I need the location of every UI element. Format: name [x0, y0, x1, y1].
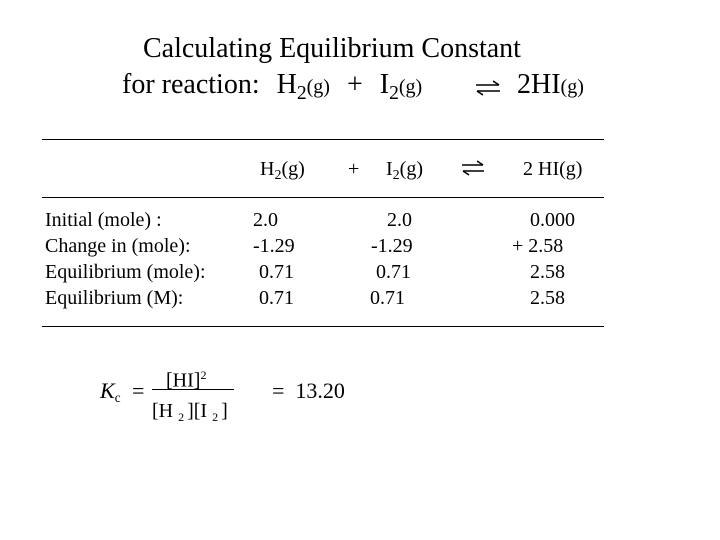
- header-i2-state: (g): [399, 158, 423, 180]
- cell-initial-i2: 2.0: [387, 209, 412, 231]
- kc-subscript: c: [114, 389, 121, 405]
- kc-denominator: [152, 398, 228, 424]
- header-i-subscript: 2: [392, 168, 400, 184]
- kc-symbol: [100, 378, 121, 404]
- kc-fraction-bar: [152, 389, 234, 390]
- cell-change-h2: -1.29: [253, 235, 295, 257]
- row-label-change: Change in (mole):: [45, 235, 191, 257]
- title-hi-symbol: 2HI: [517, 69, 561, 100]
- header-h2-state: (g): [281, 158, 305, 180]
- title-reactant-h2: [276, 69, 330, 104]
- cell-initial-h2: 2.0: [253, 209, 278, 231]
- header-h-symbol: H: [260, 158, 275, 180]
- title-h-subscript: 2: [296, 82, 307, 104]
- cell-eq-molar-h2: 0.71: [259, 287, 294, 309]
- header-plus: +: [348, 158, 360, 180]
- header-equilibrium-arrow-icon: [460, 160, 486, 176]
- table-header-rule: [42, 197, 604, 198]
- title-h-symbol: H: [276, 69, 297, 100]
- equilibrium-arrow-icon: [474, 80, 502, 96]
- row-label-equilibrium-mole: Equilibrium (mole):: [45, 261, 206, 283]
- title-i2-state: (g): [398, 76, 423, 98]
- title-prefix: for reaction:: [122, 69, 260, 100]
- header-h-subscript: 2: [274, 168, 282, 184]
- title-i-subscript: 2: [389, 82, 399, 104]
- kc-k: K: [100, 378, 115, 403]
- title-plus: +: [346, 69, 363, 100]
- table-top-rule: [42, 139, 604, 140]
- title-hi-state: (g): [560, 76, 584, 98]
- kc-den-mid: ][I: [187, 400, 208, 422]
- page-title-line-1: Calculating Equilibrium Constant: [143, 33, 521, 64]
- cell-initial-hi: 0.000: [530, 209, 575, 231]
- kc-result: = 13.20: [272, 378, 345, 403]
- kc-den-close: ]: [221, 400, 228, 422]
- kc-den-sub1: 2: [178, 409, 185, 424]
- row-label-initial: Initial (mole) :: [45, 209, 162, 231]
- header-i2: [386, 156, 423, 182]
- header-i-symbol: I: [386, 158, 393, 180]
- header-h2: [260, 156, 305, 182]
- page-title-line-2: [122, 68, 422, 104]
- kc-equals: =: [132, 378, 145, 403]
- cell-eq-molar-i2: 0.71: [370, 287, 405, 309]
- title-i-symbol: I: [379, 69, 390, 100]
- row-label-equilibrium-molar: Equilibrium (M):: [45, 287, 184, 309]
- table-bottom-rule: [42, 326, 604, 327]
- kc-den-open: [H: [152, 400, 174, 422]
- cell-change-hi: + 2.58: [512, 235, 564, 257]
- kc-den-sub2: 2: [212, 409, 219, 424]
- header-hi: 2 HI(g): [523, 158, 583, 180]
- title-reactant-i2: [379, 69, 423, 104]
- kc-numerator-text: [HI]: [166, 369, 201, 392]
- cell-eq-mole-hi: 2.58: [530, 261, 565, 283]
- cell-eq-mole-h2: 0.71: [259, 261, 294, 283]
- cell-change-i2: -1.29: [371, 235, 413, 257]
- cell-eq-mole-i2: 0.71: [376, 261, 411, 283]
- kc-numerator-exponent: 2: [200, 368, 207, 382]
- title-product-hi: [517, 68, 584, 104]
- title-h2-state: (g): [306, 76, 330, 98]
- cell-eq-molar-hi: 2.58: [530, 287, 565, 309]
